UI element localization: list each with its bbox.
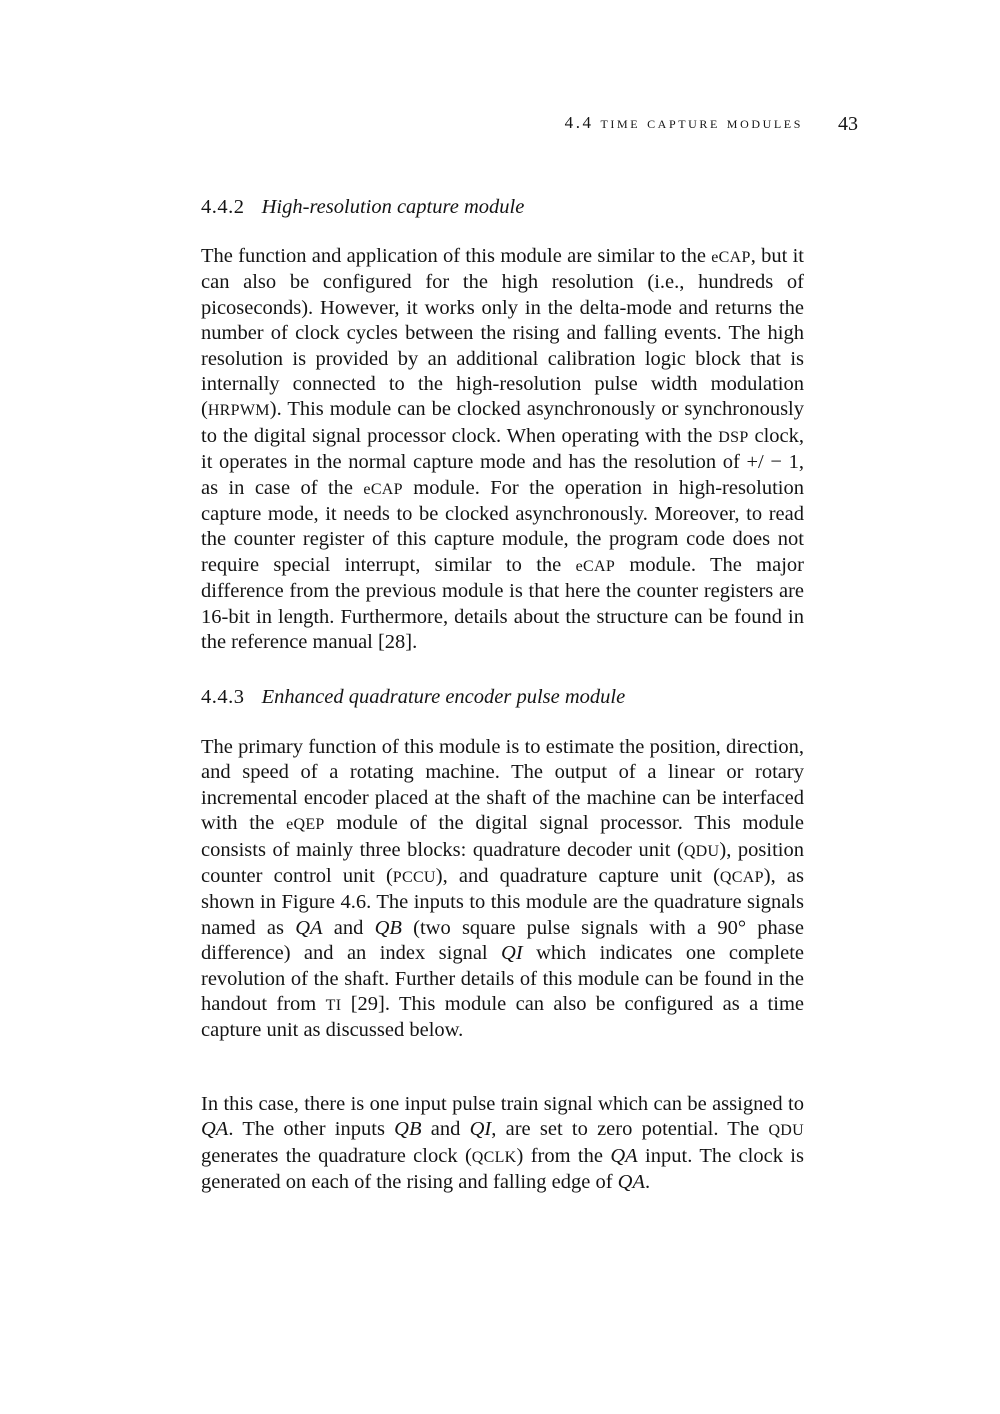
math-symbol: QI: [501, 942, 523, 965]
acronym: TI: [325, 997, 342, 1015]
acronym: QDU: [683, 842, 720, 860]
math-symbol: QA: [617, 1171, 645, 1194]
section-number: 4.4.2: [201, 196, 245, 218]
math-symbol: QB: [394, 1118, 422, 1141]
paragraph: In this case, there is one input pulse train signal which can be assigned to QA. The other inputs QB and QI, are set to zero potential. The QDU generates the quadrature clock (QCLK) from the QA input. The clock is generated on each of the rising and falling edge of QA.: [201, 1093, 805, 1194]
section-title: Enhanced quadrature encoder pulse module: [261, 686, 626, 708]
acronym: QCAP: [719, 869, 764, 887]
math-symbol: QA: [201, 1118, 229, 1141]
section-heading-4-4-3: [201, 684, 804, 710]
acronym: eQEP: [286, 816, 325, 834]
body-paragraph-3: [201, 1092, 804, 1196]
section-heading-4-4-2: [201, 194, 804, 220]
paragraph: The primary function of this module is to estimate the position, direction, and speed of a rotating machine. The output of a linear or rotary incremental encoder placed at the shaft of the machine can be interfaced with the eQEP module of the digital signal processor. This module consists of mainly three blocks: quadrature decoder unit (QDU), position counter control unit (PCCU), and quadrature capture unit (QCAP), as shown in Figure 4.6. The inputs to this module are the quadrature signals named as QA and QB (two square pulse signals with a 90° phase difference) and an index signal QI which indicates one complete revolution of the shaft. Further details of this module can be found in the handout from TI [29]. This module can also be configured as a time capture unit as discussed below.: [201, 736, 804, 1042]
acronym: QDU: [768, 1122, 805, 1140]
running-head-title: 4.4 time capture modules: [564, 113, 803, 132]
body-paragraph-2: [201, 735, 804, 1044]
acronym: QCLK: [471, 1148, 517, 1166]
body-paragraph-1: [201, 244, 804, 656]
math-symbol: QA: [610, 1144, 638, 1167]
acronym: PCCU: [392, 869, 436, 887]
acronym: HRPWM: [207, 402, 270, 420]
running-header: [200, 113, 858, 139]
page-number: 43: [838, 113, 858, 135]
section-number: 4.4.3: [201, 686, 245, 708]
math-symbol: QB: [374, 916, 402, 939]
paragraph: The function and application of this module are similar to the eCAP, but it can also be configured for the high resolution (i.e., hundreds of picoseconds). However, it works only in the delta-mode and returns the number of clock cycles between the rising and falling events. The high resolution is provided by an additional calibration logic block that is internally connected to the high-resolution pulse width modulation (HRPWM). This module can be clocked asynchronously or synchronously to the digital signal processor clock. When operating with the DSP clock, it operates in the normal capture mode and has the resolution of +/ − 1, as in case of the eCAP module. For the operation in high-resolution capture mode, it needs to be clocked asynchronously. Moreover, to read the counter register of this capture module, the program code does not require special interrupt, similar to the eCAP module. The major difference from the previous module is that here the counter registers are 16-bit in length. Furthermore, details about the structure can be found in the reference manual [28].: [201, 245, 805, 654]
acronym: eCAP: [363, 480, 403, 498]
section-title: High-resolution capture module: [261, 196, 525, 218]
acronym: eCAP: [711, 249, 751, 266]
math-symbol: QA: [295, 916, 323, 939]
acronym: eCAP: [575, 557, 616, 575]
math-symbol: QI: [469, 1118, 492, 1141]
acronym: DSP: [718, 428, 749, 446]
